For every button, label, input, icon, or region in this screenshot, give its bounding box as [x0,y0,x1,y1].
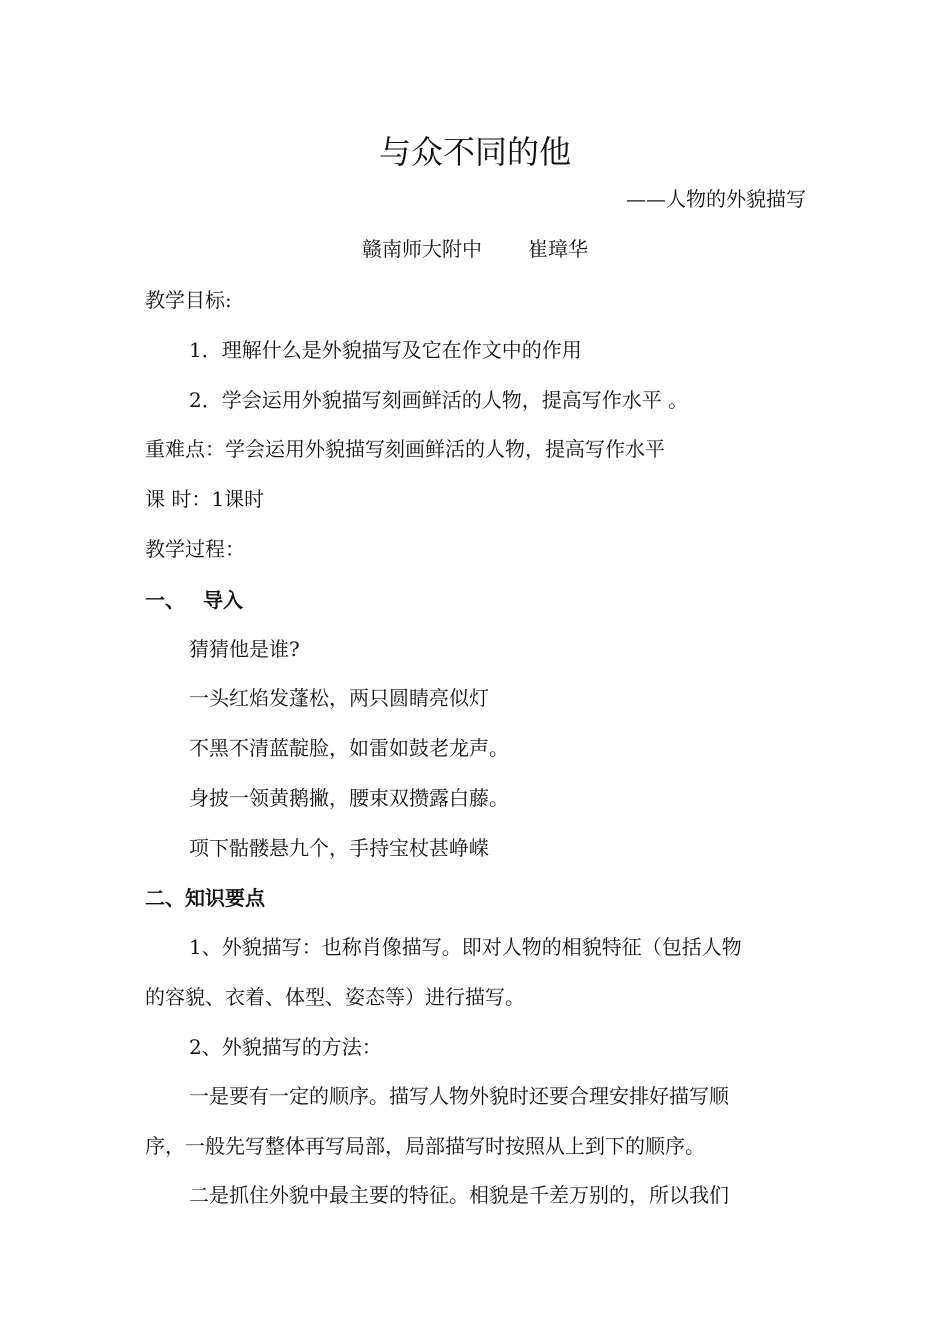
process-heading: 教学过程： [145,537,245,561]
document-title: 与众不同的他 [378,133,571,171]
section-1-title: 导入 [203,588,243,612]
document-subtitle: ——人物的外貌描写 [626,187,806,211]
paragraph-1-line-2: 的容貌、衣着、体型、姿态等）进行描写。 [145,985,525,1009]
author-line [0,236,950,262]
section-1-number: 一、 [145,588,185,612]
section-2-heading: 二、知识要点 [145,886,265,910]
riddle-line-4: 项下骷髅悬九个，手持宝杖甚峥嵘 [189,836,489,860]
riddle-line-2: 不黑不清蓝靛脸，如雷如鼓老龙声。 [189,736,509,760]
class-hours: 课 时：1课时 [145,487,265,511]
paragraph-4-line-1: 二是抓住外貌中最主要的特征。相貌是千差万别的，所以我们 [189,1183,729,1207]
paragraph-1-line-1: 1、外貌描写：也称肖像描写。即对人物的相貌特征（包括人物 [189,935,742,959]
section-1-heading [145,587,243,613]
paragraph-3-line-1: 一是要有一定的顺序。描写人物外貌时还要合理安排好描写顺 [189,1084,729,1108]
key-points: 重难点：学会运用外貌描写刻画鲜活的人物，提高写作水平 [145,437,665,461]
objective-item-1: 1．理解什么是外貌描写及它在作文中的作用 [189,338,582,362]
objectives-heading: 教学目标: [145,288,232,312]
paragraph-3-line-2: 序，一般先写整体再写局部，局部描写时按照从上到下的顺序。 [145,1134,705,1158]
riddle-line-1: 一头红焰发蓬松，两只圆睛亮似灯 [189,686,489,710]
riddle-question: 猜猜他是谁? [189,637,300,661]
author-school: 赣南师大附中 [362,237,482,261]
objective-item-2: 2．学会运用外貌描写刻画鲜活的人物，提高写作水平 。 [189,388,689,412]
author-name: 崔璋华 [528,237,588,261]
riddle-line-3: 身披一领黄鹅撇，腰束双攒露白藤。 [189,786,509,810]
paragraph-2: 2、外貌描写的方法： [189,1035,382,1059]
